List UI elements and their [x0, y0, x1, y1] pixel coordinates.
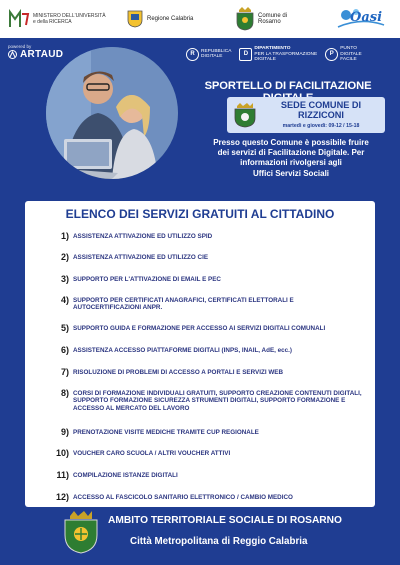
comune-logo — [236, 6, 287, 32]
service-item-4 — [45, 295, 363, 312]
info-line: informazioni rivolgersi agli — [240, 158, 342, 168]
oasi-logo-text: Oasi — [350, 10, 383, 25]
partner-line: DIGITALE — [254, 57, 276, 63]
oasi-logo — [336, 6, 386, 32]
service-text: CORSI DI FORMAZIONE INDIVIDUALI GRATUITI, SUPPORTO CREAZIONE CONTENUTI DIGITALI, SUPPORTO FORMAZIONE SICUREZZA STRUMENTI DIGITALI, SUPPORTO FORMAZIONE E ACCESSO AL MERCATO DEL LAVORO — [73, 389, 362, 412]
comune-line1: Comune di — [258, 13, 288, 19]
service-text: PRENOTAZIONE VISITE MEDICHE TRAMITE CUP REGIONALE — [73, 428, 259, 436]
service-number: 8) — [60, 388, 69, 398]
service-item-6 — [45, 345, 363, 355]
info-line: Presso questo Comune è possibile fruire — [213, 138, 369, 147]
service-number: 5) — [60, 323, 69, 333]
partner-punto-digitale-facile — [325, 46, 362, 63]
services-card — [25, 201, 375, 507]
service-text: COMPILAZIONE ISTANZE DIGITALI — [73, 471, 178, 479]
regione-name: Regione Calabria — [147, 16, 194, 22]
partner-line: DIGITALE — [201, 54, 223, 60]
partner-logos — [186, 46, 362, 63]
rizziconi-crest-icon — [233, 102, 257, 128]
repubblica-digitale-icon: R — [186, 48, 199, 61]
info-line: Uffici Servizi Sociali — [252, 168, 330, 178]
partner-line: PUNTO — [340, 46, 357, 51]
footer-ambito: AMBITO TERRITORIALE SOCIALE DI ROSARNO — [108, 515, 342, 526]
service-item-11 — [45, 470, 363, 480]
powered-by — [8, 44, 63, 60]
service-number: 2) — [60, 252, 69, 262]
sede-line2: RIZZICONI — [298, 110, 344, 120]
punto-digitale-facile-icon: P — [325, 48, 338, 61]
service-number: 7) — [60, 367, 69, 377]
footer-citta: Città Metropolitana di Reggio Calabria — [130, 536, 308, 547]
powered-by-label: powered by — [8, 44, 32, 49]
info-text — [190, 138, 392, 179]
service-number: 11) — [56, 470, 69, 480]
service-text: SUPPORTO PER L'ATTIVAZIONE DI EMAIL E PEC — [73, 275, 221, 283]
hero-photo — [46, 47, 178, 179]
ministry-line1: MINISTERO DELL'UNIVERSITÀ — [33, 13, 106, 19]
service-item-2 — [45, 252, 363, 262]
service-item-9 — [45, 427, 363, 437]
service-item-10 — [45, 448, 363, 458]
partner-line: REPUBBLICA — [201, 48, 232, 54]
partner-repubblica-digitale — [186, 48, 231, 61]
service-text: SUPPORTO GUIDA E FORMAZIONE PER ACCESSO AI SERVIZI DIGITALI COMUNALI — [73, 324, 326, 332]
logo-bar — [0, 0, 400, 38]
service-number: 10) — [55, 448, 69, 458]
info-line: dei servizi di Facilitazione Digitale. Per — [217, 148, 365, 158]
service-text: ASSISTENZA ATTIVAZIONE ED UTILIZZO CIE — [73, 253, 209, 261]
partner-line: PER LA TRASFORMAZIONE — [254, 51, 318, 57]
service-text: ASSISTENZA ACCESSO PIATTAFORME DIGITALI (INPS, INAIL, AdE, ecc.) — [73, 346, 293, 354]
service-text: SUPPORTO PER CERTIFICATI ANAGRAFICI, CERTIFICATI ELETTORALI E AUTOCERTIFICAZIONI ANPR. — [73, 296, 294, 312]
ministry-line2: e della RICERCA — [33, 19, 72, 25]
partner-dipartimento — [239, 46, 317, 63]
service-number: 4) — [60, 295, 69, 305]
artaud-name: ARTAUD — [20, 49, 64, 60]
service-number: 3) — [60, 274, 69, 284]
sede-schedule: martedì e giovedì: 09-12 / 15-18 — [282, 123, 360, 129]
regione-crest-icon — [127, 10, 143, 28]
ministry-emblem-icon — [8, 9, 30, 29]
comune-crest-icon — [236, 7, 254, 31]
page-title: SPORTELLO DI FACILITAZIONE — [204, 80, 372, 92]
service-number: 9) — [60, 427, 69, 437]
service-text: ASSISTENZA ATTIVAZIONE ED UTILIZZO SPID — [73, 232, 213, 240]
sede-line1: SEDE COMUNE DI — [280, 100, 362, 110]
regione-logo — [127, 6, 193, 32]
partner-line: DIGITALE — [340, 51, 362, 57]
partner-line: FACILE — [340, 57, 357, 63]
sede-box — [227, 97, 385, 133]
comune-line2: Rosarno — [258, 19, 281, 25]
services-title: ELENCO DEI SERVIZI GRATUITI AL CITTADINO — [65, 207, 335, 221]
rosarno-crest-icon — [62, 510, 100, 554]
partner-line: DIPARTIMENTO — [254, 46, 291, 51]
service-item-1 — [45, 231, 363, 241]
artaud-logo-icon — [8, 50, 17, 59]
service-item-8 — [45, 388, 363, 412]
service-text: ACCESSO AL FASCICOLO SANITARIO ELETTRONICO / CAMBIO MEDICO — [73, 493, 293, 501]
service-item-5 — [45, 323, 363, 333]
service-item-3 — [45, 274, 363, 284]
service-item-12 — [45, 492, 363, 502]
dipartimento-icon: D — [239, 48, 252, 61]
ministry-logo — [8, 6, 106, 32]
service-number: 12) — [55, 492, 69, 502]
service-number: 1) — [60, 231, 69, 241]
service-text: VOUCHER CARO SCUOLA / ALTRI VOUCHER ATTIVI — [73, 449, 231, 457]
service-item-7 — [45, 367, 363, 377]
service-text: RISOLUZIONE DI PROBLEMI DI ACCESSO A PORTALI E SERVIZI WEB — [73, 368, 284, 376]
service-number: 6) — [60, 345, 69, 355]
people-at-computer-illustration — [46, 47, 178, 179]
